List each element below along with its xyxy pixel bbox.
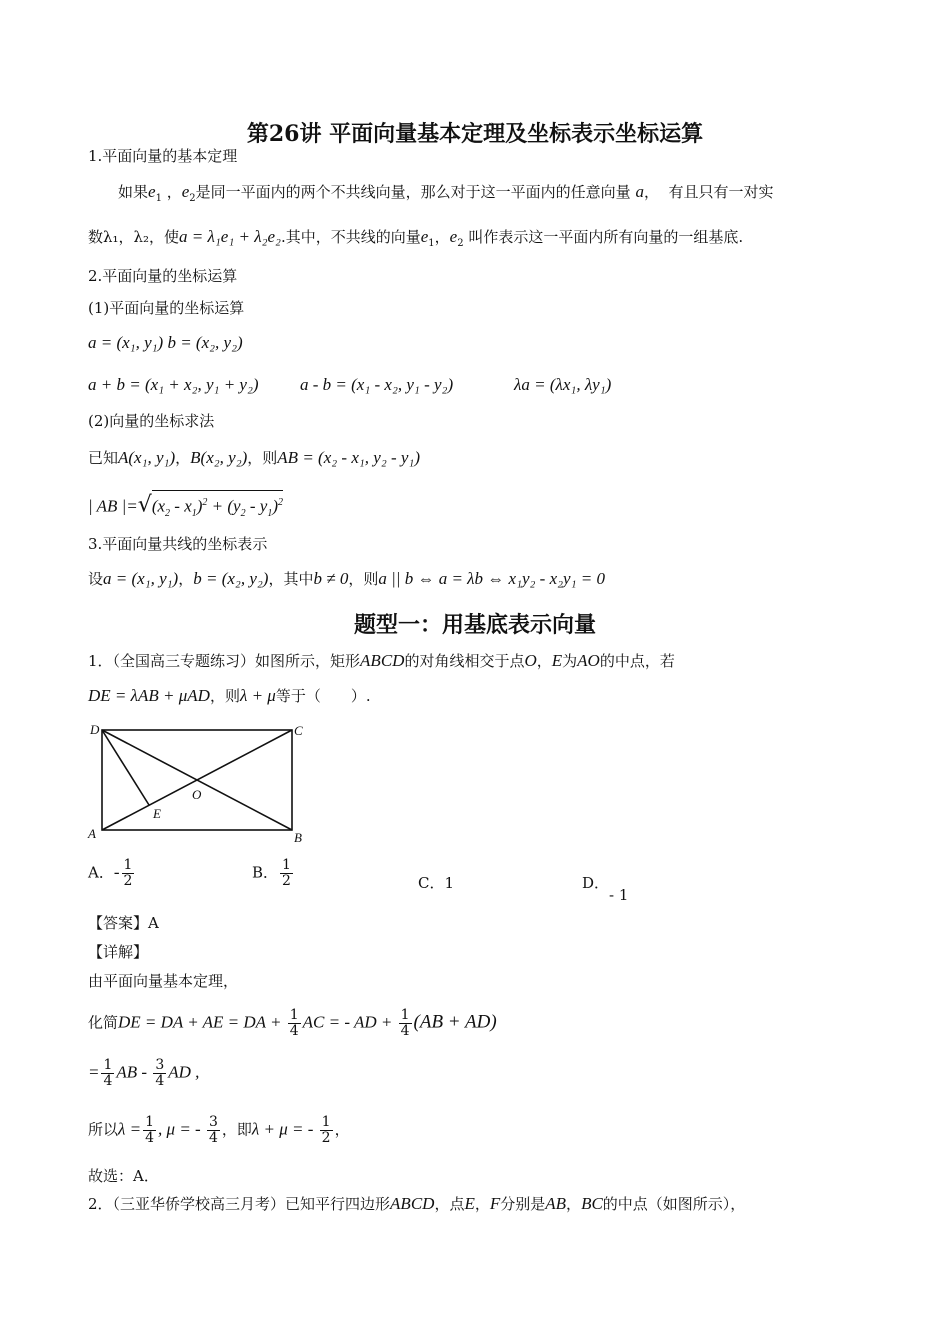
answer: 【答案】A	[88, 914, 159, 932]
formula-difference: a - b = (x₁ - x₂, y₁ - y₂)	[300, 375, 454, 394]
question-1-line-1: 1．（全国高三专题练习）如图所示，矩形ABCD的对角线相交于点O，E为AO的中点，若	[88, 651, 675, 670]
label-d: D	[90, 722, 100, 737]
formula-sum: a + b = (x₁ + x₂, y₁ + y₂)	[88, 375, 259, 394]
subheading-coordinate-ops: (1)平面向量的坐标运算	[88, 299, 245, 317]
formula-scalar: λa = (λx₁, λy₁)	[514, 375, 612, 394]
theorem-line-2: 数λ₁，λ₂，使a = λ₁e₁ + λ₂e₂.其中，不共线的向量$e_1$，$e_2$ 叫作表示这一平面内所有向量的一组基底.	[88, 227, 744, 249]
label-a: A	[88, 826, 96, 841]
heading-coordinate-operations: 2.平面向量的坐标运算	[88, 267, 238, 285]
option-a[interactable]: A．- $\frac{1}{2}$	[88, 857, 133, 889]
theorem-line-1: 如果$e_1$ ，$e_2$是同一平面内的两个不共线向量，那么对于这一平面内的任意向量 a， 有且只有一对实	[118, 182, 774, 204]
formula-a-b: a = (x₁, y₁) b = (x₂, y₂)	[88, 333, 243, 352]
section-title: 题型一：用基底表示向量	[353, 612, 596, 638]
formula-ab-length: | AB $|=√(x_2 - x_1)^2 + (y_2 - y_1)^2$	[88, 490, 283, 525]
segment-de	[102, 730, 149, 805]
label-e: E	[153, 806, 161, 821]
solution-line-2: 化简DE = DA + AE = DA + $\frac{1}{4}$ AC = - AD + $\frac{1}{4}$ (AB + AD)	[88, 1007, 497, 1039]
detail-heading: 【详解】	[88, 943, 149, 961]
solution-line-1: 由平面向量基本定理，	[88, 972, 239, 990]
label-o: O	[192, 787, 202, 802]
option-b[interactable]: B． $\frac{1}{2}$	[252, 857, 291, 889]
option-d[interactable]: D．- 1	[582, 874, 629, 904]
formula-collinear: 设a = (x₁, y₁)，b = (x₂, y₂)，其中b ≠ 0，则a || b ⇔ a = λb ⇔ x₁y₂ - x₂y₁ = 0	[88, 569, 605, 588]
solution-line-4: 所以λ = $\frac{1}{4}$ , μ = - $\frac{3}{4}$ ，即λ + μ = - $\frac{1}{2}$ ，	[88, 1114, 350, 1146]
page-title: 第26讲 平面向量基本定理及坐标表示坐标运算	[246, 121, 704, 147]
solution-line-3: = $\frac{1}{4}$ AB - $\frac{3}{4}$ AD ,	[88, 1057, 200, 1089]
label-b: B	[294, 830, 302, 845]
question-1-line-2: DE = λAB + μAD，则λ + μ等于（ ）.	[88, 686, 371, 705]
rectangle-figure	[86, 720, 316, 848]
heading-collinear: 3.平面向量共线的坐标表示	[88, 535, 268, 553]
subheading-coordinate-find: (2)向量的坐标求法	[88, 412, 215, 430]
heading-basic-theorem: 1.平面向量的基本定理	[88, 147, 238, 165]
solution-line-5: 故选：A．	[88, 1167, 159, 1185]
formula-ab-coordinates: 已知A(x₁, y₁)，B(x₂, y₂)，则AB = (x₂ - x₁, y₂ - y₁)	[88, 448, 421, 467]
question-2-line-1: 2．（三亚华侨学校高三月考）已知平行四边形ABCD，点E，F分别是AB，BC的中点（如图所示），	[88, 1194, 746, 1213]
option-c[interactable]: C．1	[418, 874, 455, 892]
label-c: C	[294, 723, 303, 738]
